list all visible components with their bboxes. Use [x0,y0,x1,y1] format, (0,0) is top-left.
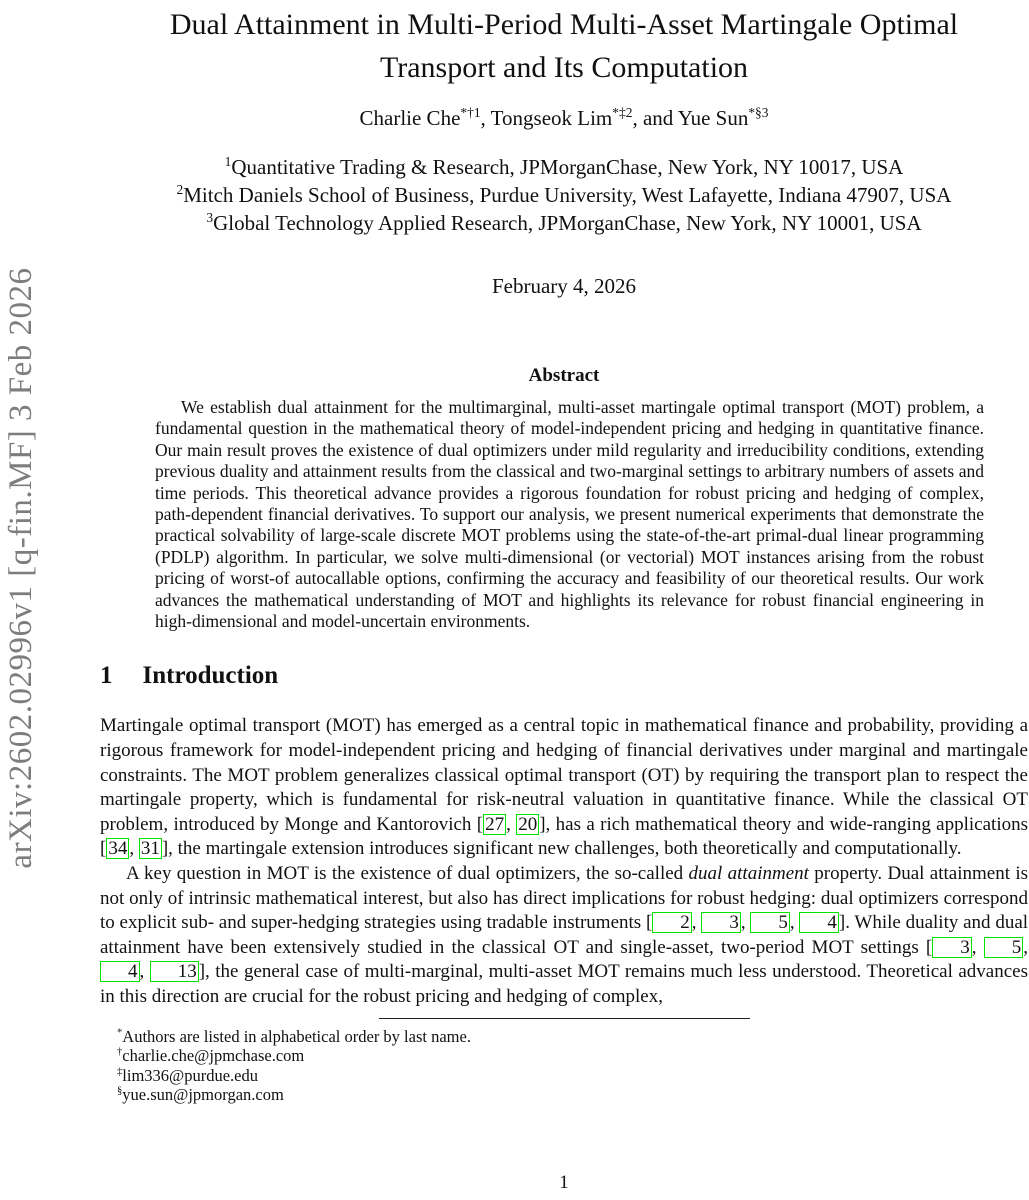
citation-link[interactable]: 3 [932,937,972,958]
page-number: 1 [559,1172,569,1193]
citation-link[interactable]: 4 [100,961,140,982]
intro-paragraph-2: A key question in MOT is the existence of dual optimizers, the so-called dual attainment property. Dual attainment is not only of intrinsic mathematical interest, but also has direct implications for robust hedging: dual optimizers correspond to explicit sub- and super-hedging strategies using tradable instruments [ 2 , 3 , 5 , 4 ]. While duality and dual attainment have been extensively studied in the classical OT and single-asset, two-period MOT settings [ 3 , 5 , 4 , 13 ], the general case of multi-marginal, multi-asset MOT remains much less understood. Theoretical advances in this direction are crucial for the robust pricing and hedging of complex, [100,863,1029,1007]
section-heading-introduction [100,662,1028,690]
citation-link[interactable]: 13 [150,961,199,982]
citation-link[interactable]: 34 [108,838,128,860]
footnote-authors-order: *Authors are listed in alphabetical order by last name. [117,1026,471,1046]
citation-link[interactable]: 20 [518,813,538,835]
arxiv-watermark: arXiv:2602.02996v1 [q-fin.MF] 3 Feb 2026 [3,267,39,869]
citation-link[interactable]: 5 [750,912,790,933]
footnotes-block [100,1027,1028,1105]
publication-date: February 4, 2026 [491,274,637,298]
citation-link[interactable]: 2 [652,912,692,933]
authors-line: Charlie Che$^{*\dagger 1}$, Tongseok Lim$^{*\ddagger 2}$, and Yue Sun$^{*\S 3}$ [359,105,769,130]
section-number: 1 [100,662,113,690]
citation-link[interactable]: 3 [701,912,741,933]
citation-link[interactable]: 31 [140,838,160,860]
intro-paragraph-1: Martingale optimal transport (MOT) has emerged as a central topic in mathematical finance and probability, providing a rigorous framework for model-independent pricing and hedging of financial derivatives under marginal and martingale constraints. The MOT problem generalizes classical optimal transport (OT) by requiring the transport plan to respect the martingale property, which is fundamental for risk-neutral valuation in quantitative finance. While the classical OT problem, introduced by Monge and Kantorovich [ 27 , 20 ], has a rich mathematical theory and wide-ranging applications [ 34 , 31 ], the martingale extension introduces significant new challenges, both theoretically and computationally. [100,715,1028,860]
footnote-email-lim: ‡lim336@purdue.edu [117,1065,258,1085]
section-title: Introduction [142,662,279,690]
citation-link[interactable]: 5 [984,937,1024,958]
affiliations-block [100,153,1028,237]
abstract-text: We establish dual attainment for the multimarginal, multi-asset martingale optimal transport (MOT) problem, a fundamental question in the mathematical theory of model-independent pricing and hedging in quantitative finance. Our main result proves the existence of dual optimizers under mild regularity and irreducibility conditions, extending previous duality and attainment results from the classical and two-marginal settings to arbitrary numbers of assets and time periods. This theoretical advance provides a rigorous foundation for robust pricing and hedging of complex, path-dependent financial derivatives. To support our analysis, we present numerical experiments that demonstrate the practical solvability of large-scale discrete MOT problems using the state-of-the-art primal-dual linear programming (PDLP) algorithm. In particular, we solve multi-dimensional (or vectorial) MOT instances arising from the robust pricing of worst-of autocallable options, confirming the accuracy and feasibility of our theoretical results. Our work advances the mathematical understanding of MOT and highlights its relevance for robust financial engineering in high-dimensional and model-uncertain environments. [155,397,984,632]
affiliation-3: $^3$Global Technology Applied Research, JPMorganChase, New York, NY 10001, USA [206,210,922,235]
affiliation-1: $^1$Quantitative Trading & Research, JPMorganChase, New York, NY 10017, USA [224,154,904,179]
affiliation-2: $^2$Mitch Daniels School of Business, Purdue University, West Lafayette, Indiana 47907, USA [176,182,952,207]
paper-title: Dual Attainment in Multi-Period Multi-Asset Martingale Optimal Transport and Its Computation [169,8,959,84]
page-content [100,0,1028,1105]
citation-link[interactable]: 27 [485,813,505,835]
footnote-rule [379,1018,750,1019]
footnote-email-che: †charlie.che@jpmchase.com [117,1046,305,1066]
citation-link[interactable]: 4 [799,912,839,933]
abstract-heading: Abstract [528,365,600,386]
footnote-email-sun: §yue.sun@jpmorgan.com [117,1085,284,1105]
